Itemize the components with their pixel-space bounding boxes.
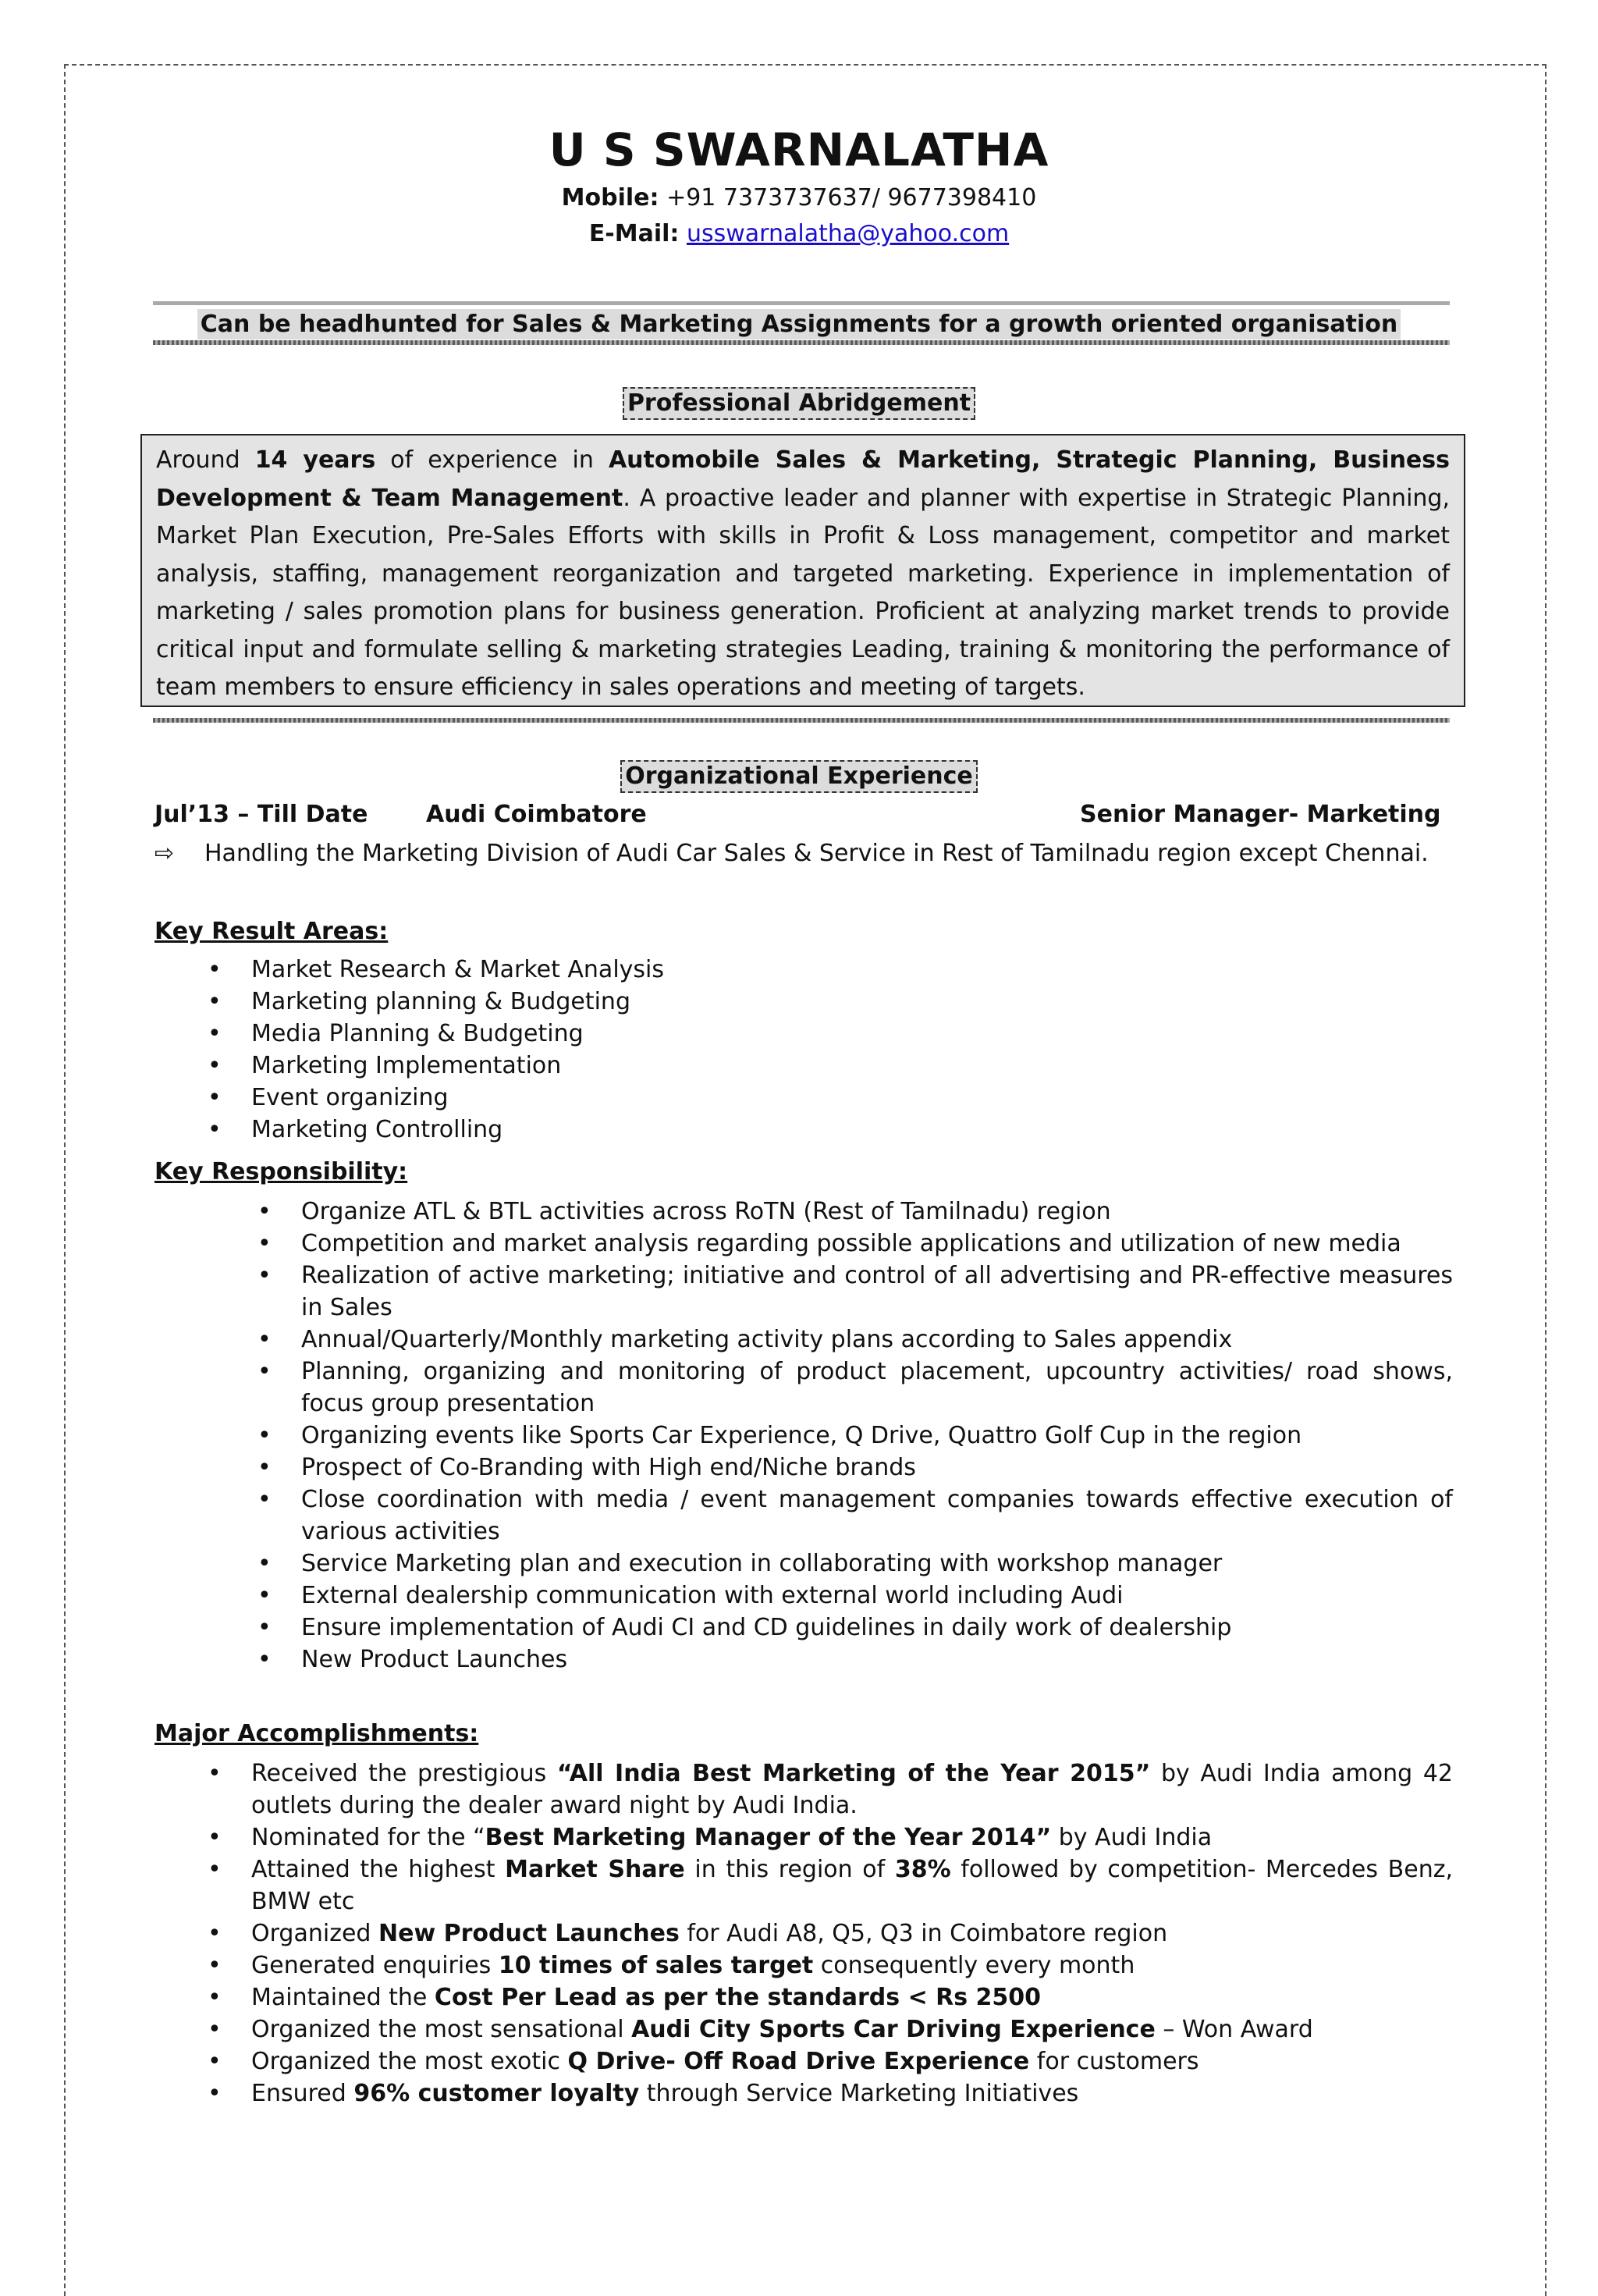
experience-role: Senior Manager- Marketing [1080,801,1441,828]
summary-section-title [0,387,1598,420]
experience-company: Audi Coimbatore [426,801,647,828]
summary-divider [153,718,1450,723]
list-item: • New Product Launches [257,1646,568,1673]
kra-list [208,954,1453,1146]
list-item: • Close coordination with media / event management companies towards effective execution of various activities [257,1486,1453,1545]
summary-paragraph: Around 14 years of experience in Automobile Sales & Marketing, Strategic Planning, Business Development & Team Management. A proactive leader and planner with expertise in Strategic Planning, Market Plan Execution, Pre-Sales Efforts with skills in Profit & Loss management, competitor and market analysis, staffing, management reorganization and targeted marketing. Experience in implementation of marketing / sales promotion plans for business generation. Proficient at analyzing market trends to provide critical input and formulate selling & marketing strategies Leading, training & monitoring the performance of team members to ensure efficiency in sales operations and meeting of targets. [156,446,1450,701]
experience-title: Organizational Experience [620,760,978,793]
list-item: • Media Planning & Budgeting [208,1020,584,1047]
header-divider [153,301,1450,305]
list-item: • Organized New Product Launches for Audi A8, Q5, Q3 in Coimbatore region [208,1920,1168,1947]
accomplishments-title: Major Accomplishments: [154,1720,479,1747]
list-item: • Realization of active marketing; initiative and control of all advertising and PR-effective measures in Sales [257,1262,1453,1321]
list-item: • Marketing Implementation [208,1052,562,1079]
summary-box [140,434,1465,707]
mobile-label: Mobile: [561,184,659,211]
kra-title: Key Result Areas: [154,918,389,945]
list-item: • Organizing events like Sports Car Experience, Q Drive, Quattro Golf Cup in the region [257,1422,1302,1449]
list-item: • Nominated for the “Best Marketing Manager of the Year 2014” by Audi India [208,1824,1213,1851]
headline-text: Can be headhunted for Sales & Marketing Assignments for a growth oriented organisation [197,309,1401,339]
experience-period: Jul’13 – Till Date [154,801,368,828]
list-item: • Attained the highest Market Share in this region of 38% followed by competition- Mercedes Benz, BMW etc [208,1856,1453,1915]
experience-summary [154,840,1429,867]
accomplishments-list [208,1758,1453,2109]
email-line [0,220,1598,247]
list-item: • Event organizing [208,1084,449,1111]
experience-section-title [0,760,1598,793]
experience-summary-text: Handling the Marketing Division of Audi Car Sales & Service in Rest of Tamilnadu region except Chennai. [204,840,1429,867]
email-link[interactable]: usswarnalatha@yahoo.com [686,220,1010,247]
list-item: • Service Marketing plan and execution in collaborating with workshop manager [257,1550,1223,1577]
list-item: • Received the prestigious “All India Best Marketing of the Year 2015” by Audi India among 42 outlets during the dealer award night by Audi India. [208,1760,1453,1819]
list-item: • Organize ATL & BTL activities across RoTN (Rest of Tamilnadu) region [257,1198,1111,1225]
headline [0,311,1598,338]
summary-title: Professional Abridgement [623,387,975,420]
list-item: • Competition and market analysis regarding possible applications and utilization of new media [257,1230,1401,1257]
headline-divider [153,340,1450,345]
list-item: • Planning, organizing and monitoring of product placement, upcountry activities/ road shows, focus group presentation [257,1358,1453,1417]
list-item: • External dealership communication with external world including Audi [257,1582,1124,1609]
list-item: • Organized the most sensational Audi City Sports Car Driving Experience – Won Award [208,2016,1313,2043]
candidate-name: U S SWARNALATHA [549,123,1049,176]
list-item: • Prospect of Co-Branding with High end/Niche brands [257,1454,916,1481]
email-label: E-Mail: [588,220,680,247]
responsibility-list [257,1196,1453,1676]
list-item: • Ensured 96% customer loyalty through Service Marketing Initiatives [208,2080,1079,2107]
list-item: • Marketing planning & Budgeting [208,988,630,1015]
arrow-icon: ⇨ [154,840,175,867]
list-item: • Maintained the Cost Per Lead as per the standards < Rs 2500 [208,1984,1042,2011]
list-item: • Ensure implementation of Audi CI and CD guidelines in daily work of dealership [257,1614,1232,1641]
mobile-line [0,184,1598,211]
list-item: • Market Research & Market Analysis [208,956,664,983]
mobile-value: +91 7373737637/ 9677398410 [666,184,1037,211]
list-item: • Marketing Controlling [208,1116,503,1143]
list-item: • Generated enquiries 10 times of sales target consequently every month [208,1952,1135,1979]
list-item: • Organized the most exotic Q Drive- Off Road Drive Experience for customers [208,2048,1199,2075]
list-item: • Annual/Quarterly/Monthly marketing activity plans according to Sales appendix [257,1326,1233,1353]
responsibility-title: Key Responsibility: [154,1158,408,1185]
